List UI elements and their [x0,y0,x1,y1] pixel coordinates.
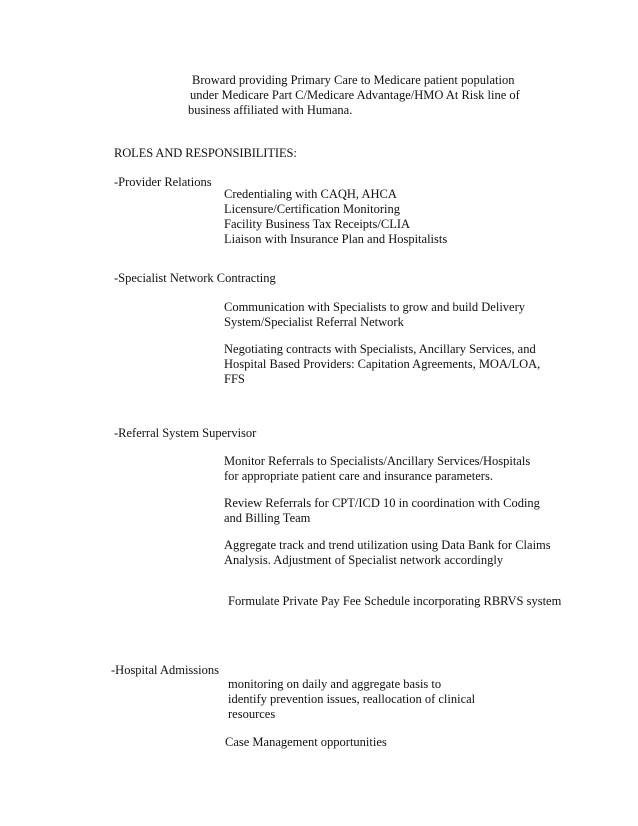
section-item: System/Specialist Referral Network [224,315,404,329]
section-item: Hospital Based Providers: Capitation Agreements, MOA/LOA, [224,357,541,371]
roles-heading: ROLES AND RESPONSIBILITIES: [114,146,297,160]
section-item: Monitor Referrals to Specialists/Ancillary Services/Hospitals [224,454,531,468]
section-item: Analysis. Adjustment of Specialist network accordingly [224,553,504,567]
section-title-hospital-admissions: -Hospital Admissions [111,663,219,677]
section-item: FFS [224,372,245,386]
section-item: Case Management opportunities [225,735,387,749]
intro-line-1: Broward providing Primary Care to Medicare patient population [192,73,515,87]
section-item: Aggregate track and trend utilization using Data Bank for Claims [224,538,551,552]
section-item: Formulate Private Pay Fee Schedule incorporating RBRVS system [228,594,562,608]
intro-line-2: under Medicare Part C/Medicare Advantage/HMO At Risk line of [190,88,520,102]
section-item: Credentialing with CAQH, AHCA [224,187,397,201]
section-title-specialist-network-contracting: -Specialist Network Contracting [114,271,276,285]
section-item: Negotiating contracts with Specialists, Ancillary Services, and [224,342,536,356]
section-title-provider-relations: -Provider Relations [114,175,212,189]
section-item: identify prevention issues, reallocation of clinical [228,692,476,706]
section-item: Liaison with Insurance Plan and Hospitalists [224,232,448,246]
section-item: Licensure/Certification Monitoring [224,202,400,216]
section-item: Facility Business Tax Receipts/CLIA [224,217,411,231]
section-item: Review Referrals for CPT/ICD 10 in coordination with Coding [224,496,540,510]
section-item: monitoring on daily and aggregate basis to [228,677,442,691]
intro-line-3: business affiliated with Humana. [188,103,353,117]
section-title-referral-system-supervisor: -Referral System Supervisor [114,426,257,440]
section-item: Communication with Specialists to grow and build Delivery [224,300,526,314]
section-item: and Billing Team [224,511,311,525]
section-item: for appropriate patient care and insurance parameters. [224,469,493,483]
section-item: resources [228,707,276,721]
